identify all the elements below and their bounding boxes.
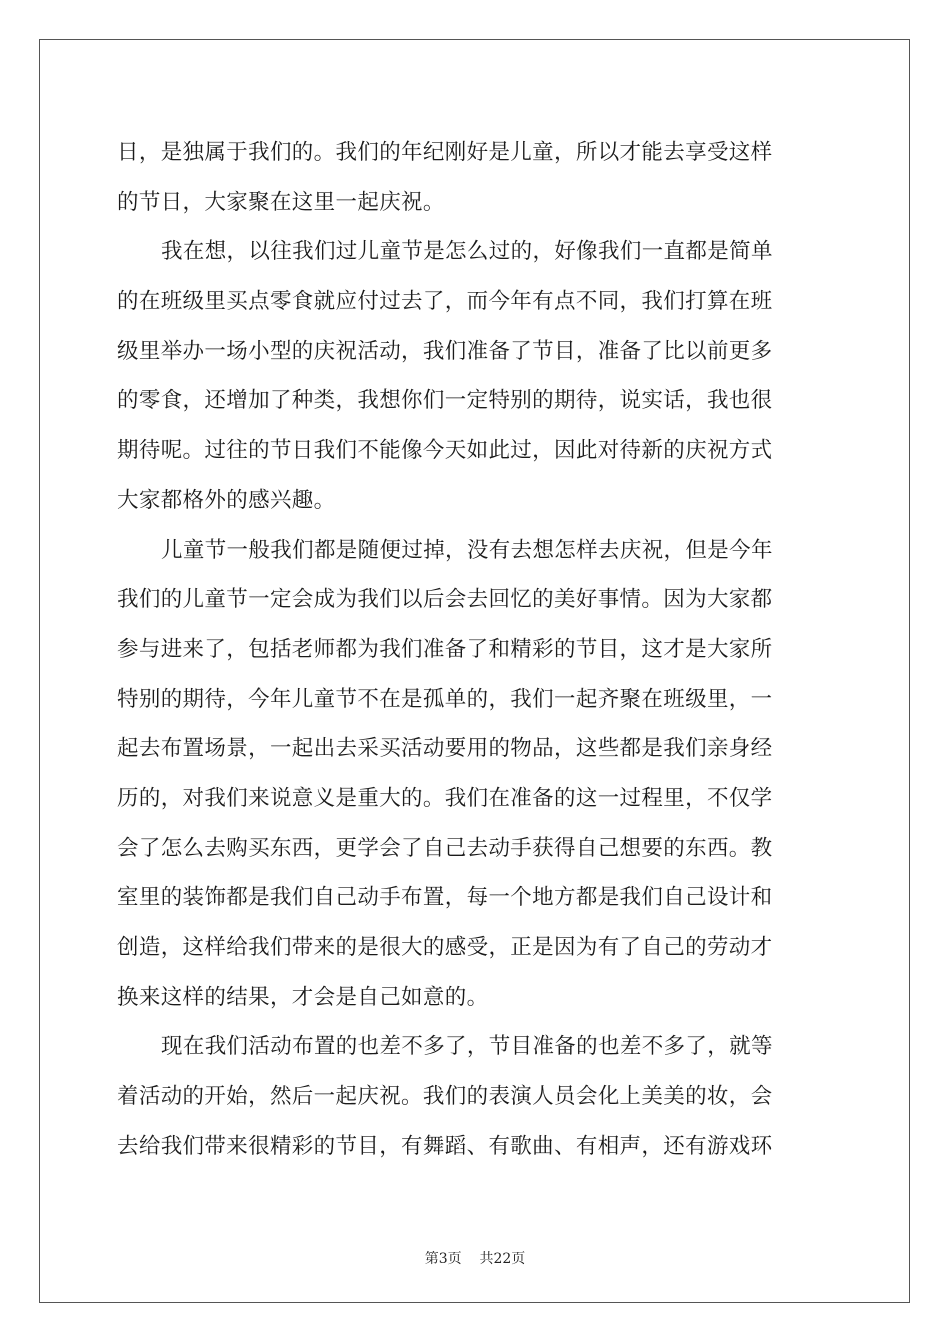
paragraph-first-line: 我在想，以往我们过儿童节是怎么过的，好像我们一直都是简单 (161, 239, 773, 265)
document-body (117, 128, 839, 1171)
text-line: 历的，对我们来说意义是重大的。我们在准备的这一过程里，不仅学 (117, 785, 773, 811)
paragraph-first-line: 儿童节一般我们都是随便过掉，没有去想怎样去庆祝，但是今年 (161, 537, 773, 563)
text-line: 去给我们带来很精彩的节目，有舞蹈、有歌曲、有相声，还有游戏环 (117, 1133, 773, 1159)
text-line: 会了怎么去购买东西，更学会了自己去动手获得自己想要的东西。教 (117, 835, 773, 861)
text-line: 室里的装饰都是我们自己动手布置，每一个地方都是我们自己设计和 (117, 885, 773, 911)
text-line: 起去布置场景，一起出去采买活动要用的物品，这些都是我们亲身经 (117, 736, 773, 762)
text-line: 换来这样的结果，才会是自己如意的。 (117, 984, 489, 1010)
text-line: 的在班级里买点零食就应付过去了，而今年有点不同，我们打算在班 (117, 289, 773, 315)
text-line: 参与进来了，包括老师都为我们准备了和精彩的节目，这才是大家所 (117, 636, 773, 662)
text-line: 级里举办一场小型的庆祝活动，我们准备了节目，准备了比以前更多 (117, 338, 773, 364)
page-number: 第3页 (424, 1251, 462, 1267)
text-line: 期待呢。过往的节日我们不能像今天如此过，因此对待新的庆祝方式 (117, 438, 773, 464)
text-line: 我们的儿童节一定会成为我们以后会去回忆的美好事情。因为大家都 (117, 587, 773, 613)
text-line: 的零食，还增加了种类，我想你们一定特别的期待，说实话，我也很 (117, 388, 773, 414)
text-line: 着活动的开始，然后一起庆祝。我们的表演人员会化上美美的妆，会 (117, 1084, 773, 1110)
text-line: 创造，这样给我们带来的是很大的感受，正是因为有了自己的劳动才 (117, 935, 773, 960)
paragraph-first-line: 现在我们活动布置的也差不多了，节目准备的也差不多了，就等 (161, 1034, 773, 1060)
text-line: 大家都格外的感兴趣。 (117, 487, 336, 513)
text-line: 日，是独属于我们的。我们的年纪刚好是儿童，所以才能去享受这样 (117, 140, 773, 165)
page-total: 共22页 (479, 1251, 526, 1267)
page-footer (0, 1248, 950, 1268)
text-line: 特别的期待，今年儿童节不在是孤单的，我们一起齐聚在班级里，一 (117, 686, 773, 712)
text-line: 的节日，大家聚在这里一起庆祝。 (117, 189, 445, 215)
